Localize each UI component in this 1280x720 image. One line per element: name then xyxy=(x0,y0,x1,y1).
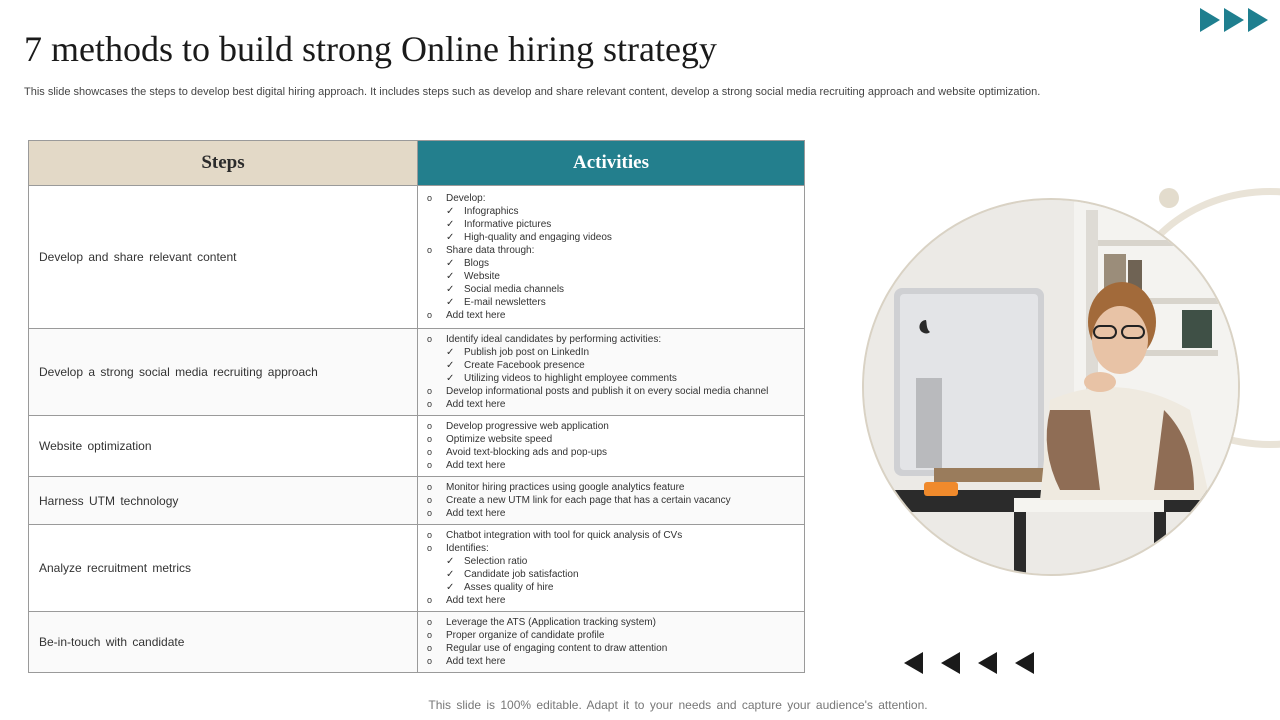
table-body xyxy=(29,186,805,673)
step-cell: Website optimization xyxy=(29,416,418,477)
activity-text: Monitor hiring practices using google analytics feature xyxy=(446,482,685,493)
activity-item xyxy=(427,494,804,507)
activity-item xyxy=(427,594,804,607)
activity-item xyxy=(427,270,804,283)
slide-title: 7 methods to build strong Online hiring strategy xyxy=(24,29,717,69)
checkmark-icon: ✓ xyxy=(446,373,455,384)
activity-list xyxy=(427,333,804,411)
activity-list xyxy=(427,192,804,322)
activity-text: Develop progressive web application xyxy=(446,421,609,432)
circle-bullet-icon: o xyxy=(427,310,433,320)
activity-item xyxy=(427,398,804,411)
activity-list xyxy=(427,420,804,472)
activity-text: Identify ideal candidates by performing activities: xyxy=(446,334,662,345)
activity-text: Create a new UTM link for each page that has a certain vacancy xyxy=(446,495,731,506)
activity-item xyxy=(427,555,804,568)
table-row xyxy=(29,416,805,477)
step-cell: Analyze recruitment metrics xyxy=(29,525,418,612)
activity-text: Social media channels xyxy=(464,284,565,295)
activity-text: Utilizing videos to highlight employee comments xyxy=(464,373,677,384)
activity-text: Avoid text-blocking ads and pop-ups xyxy=(446,447,608,458)
table-row xyxy=(29,186,805,329)
footer-note: This slide is 100% editable. Adapt it to your needs and capture your audience's attention. xyxy=(428,698,928,712)
circle-bullet-icon: o xyxy=(427,656,433,666)
activities-cell xyxy=(418,329,805,416)
activity-text: Publish job post on LinkedIn xyxy=(464,347,590,358)
back-arrows-icon xyxy=(904,652,1034,674)
step-cell: Develop and share relevant content xyxy=(29,186,418,329)
activity-text: Identifies: xyxy=(446,543,489,554)
activity-item xyxy=(427,359,804,372)
activity-text: Proper organize of candidate profile xyxy=(446,630,605,641)
decorative-dot xyxy=(1159,188,1179,208)
activity-item xyxy=(427,446,804,459)
back-arrow-icon xyxy=(941,652,960,674)
activity-item xyxy=(427,655,804,668)
circle-bullet-icon: o xyxy=(427,193,433,203)
circle-bullet-icon: o xyxy=(427,421,433,431)
checkmark-icon: ✓ xyxy=(446,284,455,295)
circle-bullet-icon: o xyxy=(427,482,433,492)
checkmark-icon: ✓ xyxy=(446,206,455,217)
table-row xyxy=(29,525,805,612)
steps-header: Steps xyxy=(29,141,418,186)
circle-bullet-icon: o xyxy=(427,434,433,444)
office-scene-illustration xyxy=(864,200,1240,576)
circle-bullet-icon: o xyxy=(427,617,433,627)
table-header-row xyxy=(29,141,805,186)
activity-text: Add text here xyxy=(446,460,506,471)
activity-item xyxy=(427,542,804,555)
activity-text: Add text here xyxy=(446,508,506,519)
activities-cell xyxy=(418,416,805,477)
activities-cell xyxy=(418,477,805,525)
activities-cell xyxy=(418,612,805,673)
circle-bullet-icon: o xyxy=(427,245,433,255)
activity-text: Selection ratio xyxy=(464,556,528,567)
circle-bullet-icon: o xyxy=(427,508,433,518)
activity-item xyxy=(427,231,804,244)
activity-item xyxy=(427,257,804,270)
activity-item xyxy=(427,629,804,642)
activity-item xyxy=(427,385,804,398)
activity-text: E-mail newsletters xyxy=(464,297,546,308)
activity-text: Candidate job satisfaction xyxy=(464,569,579,580)
checkmark-icon: ✓ xyxy=(446,556,455,567)
circle-bullet-icon: o xyxy=(427,543,433,553)
circle-bullet-icon: o xyxy=(427,334,433,344)
circle-bullet-icon: o xyxy=(427,630,433,640)
play-arrow-icon xyxy=(1248,8,1268,32)
activity-list xyxy=(427,616,804,668)
activity-item xyxy=(427,507,804,520)
activity-text: Blogs xyxy=(464,258,490,269)
circle-bullet-icon: o xyxy=(427,530,433,540)
checkmark-icon: ✓ xyxy=(446,569,455,580)
circle-bullet-icon: o xyxy=(427,495,433,505)
activities-header: Activities xyxy=(418,141,805,186)
checkmark-icon: ✓ xyxy=(446,271,455,282)
step-cell: Be-in-touch with candidate xyxy=(29,612,418,673)
activity-text: Website xyxy=(464,271,500,282)
activity-text: Informative pictures xyxy=(464,219,552,230)
play-arrow-icon xyxy=(1224,8,1244,32)
activities-cell xyxy=(418,525,805,612)
activity-item xyxy=(427,192,804,205)
checkmark-icon: ✓ xyxy=(446,232,455,243)
circle-bullet-icon: o xyxy=(427,399,433,409)
activity-text: Asses quality of hire xyxy=(464,582,554,593)
checkmark-icon: ✓ xyxy=(446,582,455,593)
activity-item xyxy=(427,296,804,309)
back-arrow-icon xyxy=(1015,652,1034,674)
circle-bullet-icon: o xyxy=(427,447,433,457)
step-cell: Develop a strong social media recruiting approach xyxy=(29,329,418,416)
circle-bullet-icon: o xyxy=(427,386,433,396)
checkmark-icon: ✓ xyxy=(446,360,455,371)
activity-item xyxy=(427,459,804,472)
activity-text: Optimize website speed xyxy=(446,434,553,445)
forward-arrows-icon xyxy=(1200,8,1268,32)
table-row xyxy=(29,612,805,673)
activity-text: Regular use of engaging content to draw attention xyxy=(446,643,668,654)
activities-cell xyxy=(418,186,805,329)
activity-text: Share data through: xyxy=(446,245,535,256)
activity-item xyxy=(427,372,804,385)
activity-list xyxy=(427,529,804,607)
activity-item xyxy=(427,283,804,296)
activity-item xyxy=(427,568,804,581)
activity-item xyxy=(427,481,804,494)
activity-item xyxy=(427,205,804,218)
circle-bullet-icon: o xyxy=(427,595,433,605)
activity-text: Add text here xyxy=(446,399,506,410)
step-cell: Harness UTM technology xyxy=(29,477,418,525)
activity-item xyxy=(427,433,804,446)
activity-item xyxy=(427,309,804,322)
activity-item xyxy=(427,244,804,257)
activity-text: Add text here xyxy=(446,656,506,667)
activity-text: Add text here xyxy=(446,310,506,321)
checkmark-icon: ✓ xyxy=(446,219,455,230)
checkmark-icon: ✓ xyxy=(446,258,455,269)
checkmark-icon: ✓ xyxy=(446,297,455,308)
activity-text: High-quality and engaging videos xyxy=(464,232,612,243)
activity-text: Chatbot integration with tool for quick analysis of CVs xyxy=(446,530,683,541)
activity-text: Develop: xyxy=(446,193,486,204)
back-arrow-icon xyxy=(904,652,923,674)
activity-list xyxy=(427,481,804,520)
checkmark-icon: ✓ xyxy=(446,347,455,358)
activity-item xyxy=(427,218,804,231)
activity-text: Develop informational posts and publish it on every social media channel xyxy=(446,386,769,397)
activity-text: Infographics xyxy=(464,206,519,217)
methods-table xyxy=(28,140,805,673)
activity-item xyxy=(427,529,804,542)
activity-item xyxy=(427,616,804,629)
activity-item xyxy=(427,642,804,655)
play-arrow-icon xyxy=(1200,8,1220,32)
activity-text: Add text here xyxy=(446,595,506,606)
table-row xyxy=(29,477,805,525)
circle-bullet-icon: o xyxy=(427,460,433,470)
activity-text: Leverage the ATS (Application tracking system) xyxy=(446,617,656,628)
activity-item xyxy=(427,420,804,433)
activity-item xyxy=(427,581,804,594)
woman-at-computer-photo xyxy=(862,198,1240,576)
slide-subtitle: This slide showcases the steps to develop best digital hiring approach. It includes steps such as develop and share relevant content, develop a strong social media recruiting approach and website optimization. xyxy=(24,86,1041,98)
back-arrow-icon xyxy=(978,652,997,674)
activity-text: Create Facebook presence xyxy=(464,360,585,371)
activity-item xyxy=(427,333,804,346)
table-row xyxy=(29,329,805,416)
activity-item xyxy=(427,346,804,359)
circle-bullet-icon: o xyxy=(427,643,433,653)
